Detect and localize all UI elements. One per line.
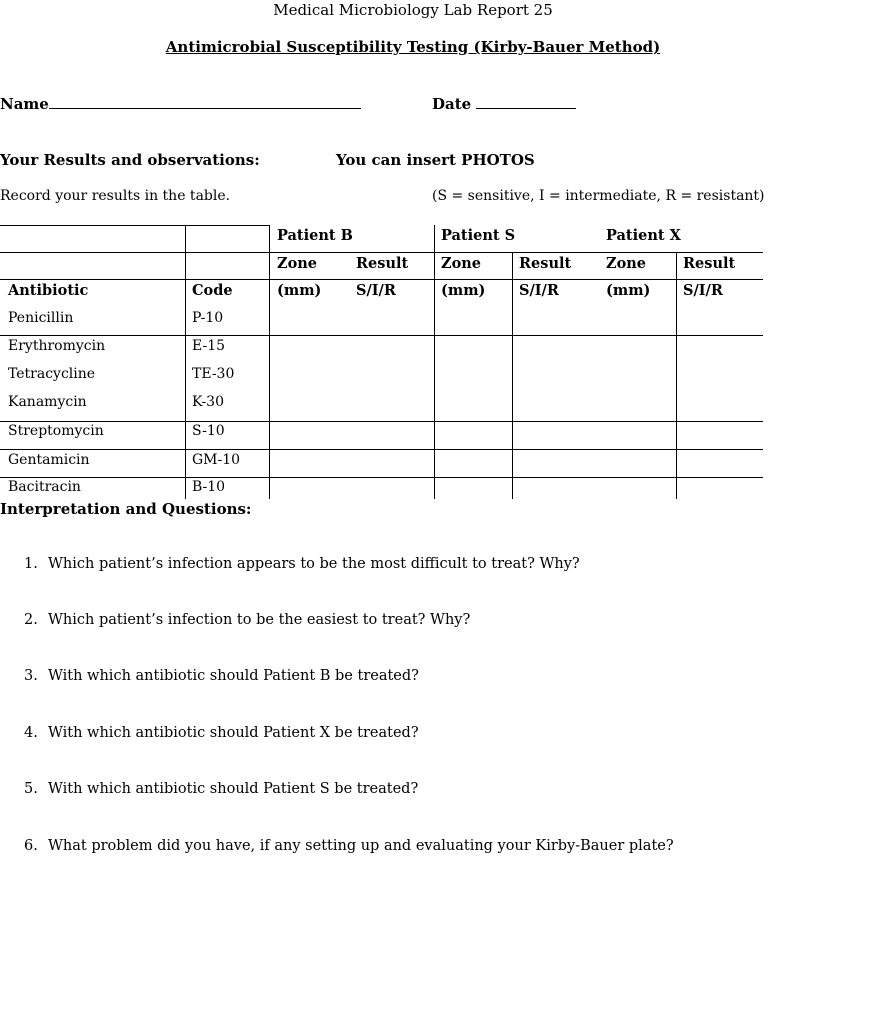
- antibiotic-header: Antibiotic: [8, 282, 89, 299]
- table-rule: [269, 225, 270, 499]
- result-header: Result: [519, 255, 572, 272]
- result-unit: S/I/R: [683, 282, 723, 299]
- question-number: 5.: [24, 781, 38, 797]
- question-item: [24, 725, 419, 741]
- table-row-code: K-30: [192, 394, 224, 410]
- zone-unit: (mm): [606, 282, 651, 299]
- course-title: Medical Microbiology Lab Report 25: [273, 1, 553, 19]
- question-item: [24, 556, 580, 572]
- results-legend: (S = sensitive, I = intermediate, R = resistant): [432, 188, 765, 204]
- table-row-antibiotic: Erythromycin: [8, 338, 106, 354]
- results-heading: Your Results and observations:: [0, 151, 260, 169]
- photo-note: You can insert PHOTOS: [336, 151, 535, 169]
- date-row: [432, 95, 576, 113]
- table-row-antibiotic: Tetracycline: [8, 366, 96, 382]
- table-row-code: B-10: [192, 479, 226, 495]
- name-field[interactable]: [49, 96, 361, 109]
- table-row-antibiotic: Streptomycin: [8, 423, 104, 439]
- table-row-antibiotic: Kanamycin: [8, 394, 87, 410]
- question-text: Which patient’s infection appears to be the most difficult to treat? Why?: [48, 556, 580, 572]
- result-unit: S/I/R: [519, 282, 559, 299]
- table-row-code: E-15: [192, 338, 226, 354]
- table-rule: [185, 225, 186, 499]
- question-number: 4.: [24, 725, 38, 741]
- table-rule: [0, 421, 763, 422]
- question-item: [24, 781, 418, 797]
- zone-header: Zone: [441, 255, 482, 272]
- table-row-antibiotic: Bacitracin: [8, 479, 81, 495]
- table-rule: [0, 279, 763, 280]
- patient-s-header: Patient S: [441, 227, 516, 244]
- question-item: [24, 838, 674, 854]
- question-number: 1.: [24, 556, 38, 572]
- result-header: Result: [683, 255, 736, 272]
- patient-x-header: Patient X: [606, 227, 681, 244]
- table-row-code: TE-30: [192, 366, 235, 382]
- table-rule: [434, 225, 435, 499]
- zone-header: Zone: [277, 255, 318, 272]
- result-header: Result: [356, 255, 409, 272]
- question-text: With which antibiotic should Patient B be treated?: [48, 668, 419, 684]
- date-field[interactable]: [476, 96, 576, 109]
- zone-unit: (mm): [441, 282, 486, 299]
- table-rule: [512, 252, 513, 499]
- question-number: 3.: [24, 668, 38, 684]
- results-instruction: Record your results in the table.: [0, 188, 231, 204]
- question-text: With which antibiotic should Patient X be treated?: [48, 725, 419, 741]
- table-row-code: GM-10: [192, 452, 241, 468]
- table-row-antibiotic: Penicillin: [8, 310, 74, 326]
- zone-header: Zone: [606, 255, 647, 272]
- table-rule: [0, 225, 270, 226]
- date-label: Date: [432, 95, 472, 113]
- table-rule: [0, 477, 763, 478]
- table-row-code: S-10: [192, 423, 225, 439]
- table-row-antibiotic: Gentamicin: [8, 452, 90, 468]
- report-title: Antimicrobial Susceptibility Testing (Kirby-Bauer Method): [165, 38, 661, 56]
- question-number: 6.: [24, 838, 38, 854]
- table-rule: [0, 335, 763, 336]
- question-text: Which patient’s infection to be the easiest to treat? Why?: [48, 612, 471, 628]
- interpretation-heading: Interpretation and Questions:: [0, 500, 252, 518]
- zone-unit: (mm): [277, 282, 322, 299]
- table-rule: [0, 449, 763, 450]
- table-row-code: P-10: [192, 310, 224, 326]
- patient-b-header: Patient B: [277, 227, 353, 244]
- question-item: [24, 668, 419, 684]
- question-text: What problem did you have, if any setting up and evaluating your Kirby-Bauer plate?: [48, 838, 674, 854]
- name-row: [0, 95, 361, 113]
- table-rule: [676, 252, 677, 499]
- name-label: Name: [0, 95, 49, 113]
- question-number: 2.: [24, 612, 38, 628]
- result-unit: S/I/R: [356, 282, 396, 299]
- table-rule: [0, 252, 763, 253]
- question-text: With which antibiotic should Patient S be treated?: [48, 781, 419, 797]
- code-header: Code: [192, 282, 233, 299]
- question-item: [24, 612, 470, 628]
